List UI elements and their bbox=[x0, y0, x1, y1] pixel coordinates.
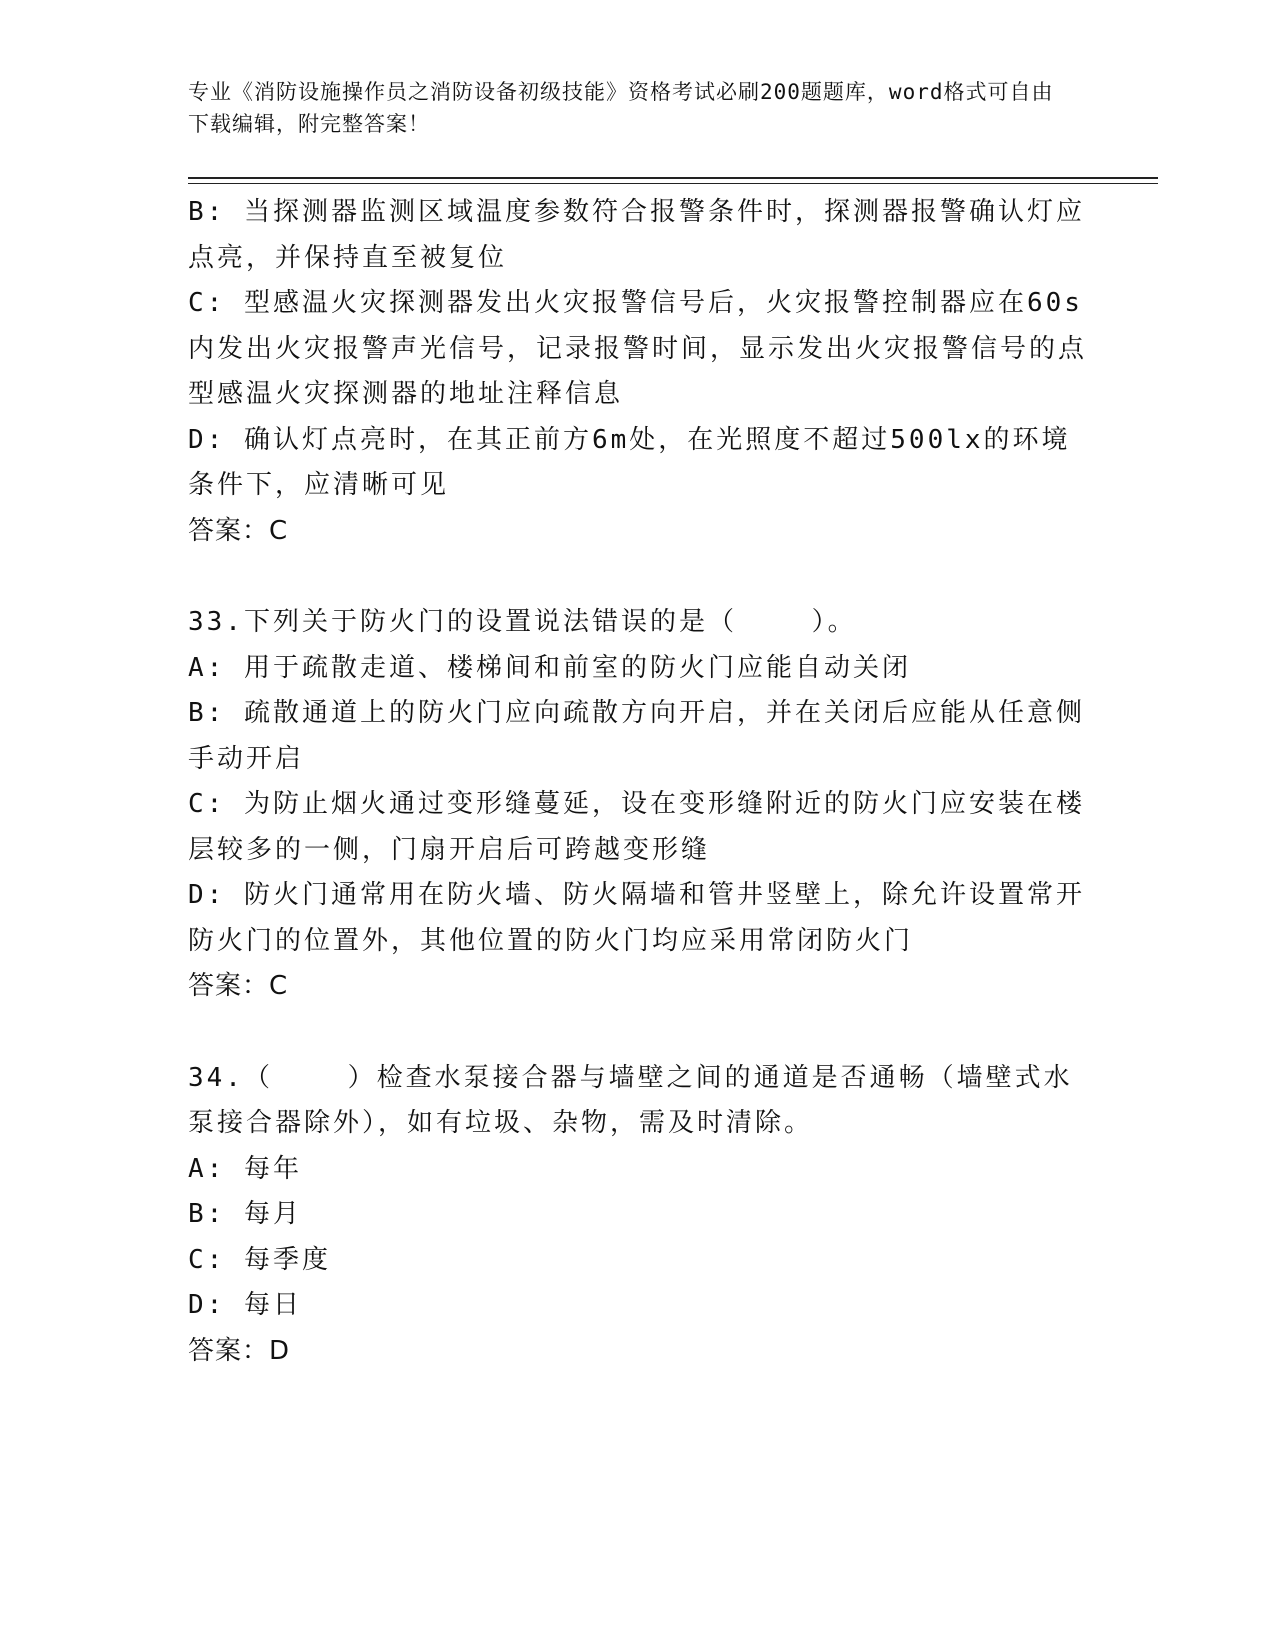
option-a: A: 用于疏散走道、楼梯间和前室的防火门应能自动关闭 bbox=[188, 652, 911, 683]
spacer bbox=[188, 1010, 1088, 1056]
answer: 答案：C bbox=[188, 971, 289, 1001]
question-block-32 bbox=[188, 190, 1088, 554]
header-divider-thick bbox=[188, 177, 1158, 179]
question-content bbox=[188, 190, 1088, 1374]
spacer bbox=[188, 554, 1088, 600]
option-d: D: 每日 bbox=[188, 1290, 302, 1320]
option-d: D: 确认灯点亮时，在其正前方6m处，在光照度不超过500lx的环境条件下，应清晰可见 bbox=[188, 424, 1071, 500]
question-block-34 bbox=[188, 1056, 1088, 1375]
question-block-33 bbox=[188, 600, 1088, 1010]
option-d: D: 防火门通常用在防火墙、防火隔墙和管井竖壁上，除允许设置常开防火门的位置外，其他位置的防火门均应采用常闭防火门 bbox=[188, 880, 1085, 956]
question-stem: 34.（ ）检查水泵接合器与墙壁之间的通道是否通畅（墙壁式水泵接合器除外），如有垃圾、杂物，需及时清除。 bbox=[188, 1062, 1073, 1138]
option-c: C: 为防止烟火通过变形缝蔓延，设在变形缝附近的防火门应安装在楼层较多的一侧，门扇开启后可跨越变形缝 bbox=[188, 789, 1085, 865]
option-c: C: 型感温火灾探测器发出火灾报警信号后，火灾报警控制器应在60s内发出火灾报警声光信号，记录报警时间，显示发出火灾报警信号的点型感温火灾探测器的地址注释信息 bbox=[188, 288, 1088, 409]
option-b: B: 当探测器监测区域温度参数符合报警条件时，探测器报警确认灯应点亮，并保持直至被复位 bbox=[188, 197, 1085, 273]
header-divider-thin bbox=[188, 183, 1158, 184]
option-c: C: 每季度 bbox=[188, 1244, 331, 1275]
answer: 答案：D bbox=[188, 1335, 291, 1366]
option-b: B: 每月 bbox=[188, 1199, 302, 1229]
document-header: 专业《消防设施操作员之消防设备初级技能》资格考试必刷200题题库，word格式可自由下载编辑，附完整答案！ bbox=[188, 80, 1054, 136]
option-b: B: 疏散通道上的防火门应向疏散方向开启，并在关闭后应能从任意侧手动开启 bbox=[188, 698, 1085, 774]
question-stem: 33.下列关于防火门的设置说法错误的是（ ）。 bbox=[188, 607, 857, 637]
option-a: A: 每年 bbox=[188, 1153, 302, 1184]
answer: 答案：C bbox=[188, 515, 289, 546]
